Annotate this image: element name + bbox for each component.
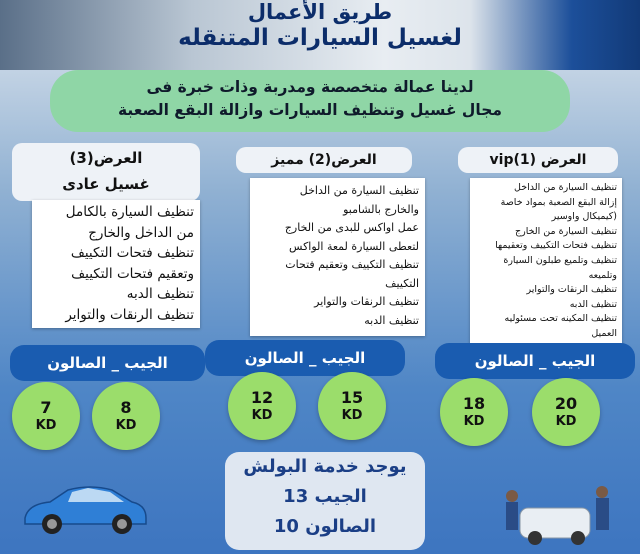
offer-3-item: تنظيف فتحات التكييف xyxy=(70,245,194,261)
offer-3-vehicle-label: الجيب _ الصالون xyxy=(10,345,205,381)
offer-3-subtitle: غسيل عادى xyxy=(62,175,150,193)
offer-2-item: والخارج بالشامبو xyxy=(343,202,419,216)
offer-2-card xyxy=(250,178,425,336)
offer-3-item: تنظيف الدبه xyxy=(126,286,194,302)
price-value: 12 xyxy=(250,388,274,407)
washing-scene-icon xyxy=(500,478,625,548)
offer-2-item: تنظيف السيارة من الداخل xyxy=(299,184,419,197)
price-value: 18 xyxy=(462,394,486,413)
offer-2-vehicle-label: الجيب _ الصالون xyxy=(205,340,405,376)
offer-1-item: وتلميعه xyxy=(588,269,617,281)
offer-1-item: تنظيف الدبه xyxy=(569,298,617,310)
offer-3-price-jeep xyxy=(92,382,160,450)
offer-1-vehicle-label: الجيب _ الصالون xyxy=(435,343,635,379)
offer-2-item: التكييف xyxy=(385,276,419,290)
offer-3-title: العرض(3) xyxy=(69,149,143,167)
title-line-2: لغسيل السيارات المتنقله xyxy=(178,25,462,51)
offer-2-item: تنظيف الدبه xyxy=(364,313,419,327)
price-value: 8 xyxy=(120,398,132,417)
offer-1-title: العرض (1)vip xyxy=(458,147,618,173)
offer-1-item: إزالة البقع الصعبة بمواد خاصة xyxy=(500,196,617,208)
offer-3-item: تنظيف الرنقات والتواير xyxy=(65,306,194,323)
offer-1-item: تنظيف وتلميع طبلون السيارة xyxy=(503,254,617,266)
offer-2-price-saloon xyxy=(228,372,296,440)
intro-line-2: مجال غسيل وتنظيف السيارات وازالة البقع الصعبة xyxy=(118,101,502,119)
polish-jeep: الجيب 13 xyxy=(283,486,367,507)
offer-1-item: تنظيف السيارة من الخارج xyxy=(515,225,617,237)
offer-1-item: تنظيف المكينه تحت مسئوليه xyxy=(504,313,617,325)
polish-saloon: الصالون 10 xyxy=(273,516,377,537)
intro-line-1: لدينا عمالة متخصصة ومدربة وذات خبرة فى xyxy=(146,78,474,96)
price-unit: KD xyxy=(463,414,485,429)
offer-3-item: وتعقيم فتحات التكييف xyxy=(71,265,194,282)
washer-photo xyxy=(470,0,640,70)
offer-3-price-saloon xyxy=(12,382,80,450)
price-unit: KD xyxy=(251,408,273,423)
offer-3-item: من الداخل والخارج xyxy=(88,224,194,241)
car-icon xyxy=(20,478,150,538)
price-unit: KD xyxy=(115,418,137,433)
offer-1-price-jeep xyxy=(532,378,600,446)
offer-1-price-saloon xyxy=(440,378,508,446)
price-unit: KD xyxy=(555,414,577,429)
offer-2-item: عمل اواكس للبدى من الخارج xyxy=(284,221,419,234)
offer-1-item: تنظيف الرنقات والتواير xyxy=(526,284,617,296)
offer-2-item: لتعطى السيارة لمعة الواكس xyxy=(289,239,419,253)
offer-2-item: تنظيف الرنقات والتواير xyxy=(314,295,419,308)
offer-1-card xyxy=(470,178,622,348)
price-value: 7 xyxy=(40,398,52,417)
polish-service-box xyxy=(225,452,425,550)
offer-3-item: تنظيف السيارة بالكامل xyxy=(65,204,194,220)
price-unit: KD xyxy=(35,418,57,433)
title-line-1: طريق الأعمال xyxy=(247,0,393,24)
polish-title: يوجد خدمة البولش xyxy=(243,456,407,477)
offer-3-title-box xyxy=(12,143,200,201)
price-value: 15 xyxy=(340,388,364,407)
offer-2-price-jeep xyxy=(318,372,386,440)
offer-1-item: تنظيف فتحات التكييف وتعقيمها xyxy=(495,240,617,252)
offer-3-card xyxy=(32,200,200,328)
price-unit: KD xyxy=(341,408,363,423)
offer-1-item: العميل xyxy=(591,327,617,339)
offer-1-item: تنظيف السيارة من الداخل xyxy=(514,182,617,193)
offer-2-title: العرض(2) مميز xyxy=(236,147,412,173)
page-title xyxy=(150,0,490,52)
offer-2-item: تنظيف التكييف وتعقيم فتحات xyxy=(285,258,419,271)
price-value: 20 xyxy=(554,394,578,413)
offer-1-item: (كيميكال واوسير xyxy=(551,211,617,223)
intro-banner xyxy=(50,70,570,132)
